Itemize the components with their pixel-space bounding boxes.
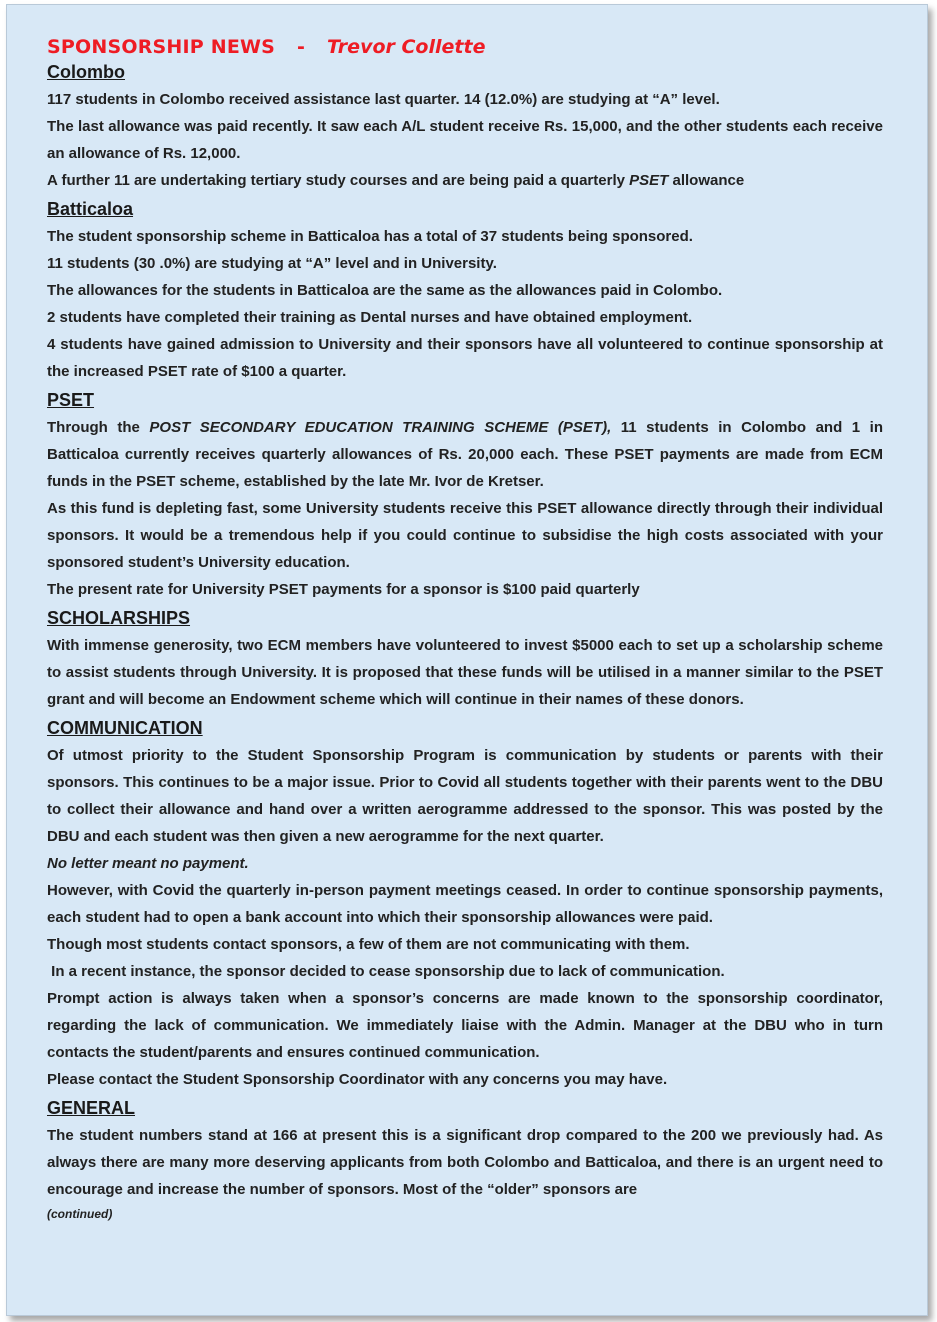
section-batticaloa — [47, 197, 883, 385]
newsletter-page — [6, 4, 928, 1316]
paragraph: The allowances for the students in Batticaloa are the same as the allowances paid in Colombo. — [47, 282, 723, 299]
emphasis-text: No letter meant no payment. — [47, 855, 249, 872]
paragraph — [47, 850, 883, 877]
continued-note: (continued) — [47, 1207, 113, 1221]
paragraph: Of utmost priority to the Student Sponsorship Program is communication by students or parents with their sponsors. This continues to be a major issue. Prior to Covid all students together with their parents went to the DBU to collect their allowance and hand over a written aerogramme addressed to the sponsor. This was posted by the DBU and each student was then given a new aerogramme for the next quarter. — [47, 747, 883, 845]
section-heading-batticaloa: Batticaloa — [47, 199, 134, 219]
text-run: Through the — [47, 419, 150, 436]
paragraph: The present rate for University PSET payments for a sponsor is $100 paid quarterly — [47, 581, 640, 598]
section-heading-communication: COMMUNICATION — [47, 718, 203, 738]
emphasis-text: PSET — [629, 172, 669, 189]
paragraph: Though most students contact sponsors, a few of them are not communicating with them. — [47, 936, 690, 953]
section-heading-colombo: Colombo — [47, 62, 125, 82]
paragraph: In a recent instance, the sponsor decided to cease sponsorship due to lack of communication. — [47, 963, 725, 980]
paragraph: The last allowance was paid recently. It saw each A/L student receive Rs. 15,000, and the other students each receive an allowance of Rs. 12,000. — [47, 118, 883, 162]
emphasis-text: POST SECONDARY EDUCATION TRAINING SCHEME (PSET), — [149, 419, 612, 436]
section-general — [47, 1096, 883, 1225]
paragraph — [47, 414, 883, 495]
paragraph: 2 students have completed their training as Dental nurses and have obtained employment. — [47, 309, 693, 326]
section-pset — [47, 388, 883, 603]
paragraph — [47, 167, 883, 194]
text-run: 11 students in Colombo and 1 in Batticaloa currently receives quarterly allowances of Rs. 20,000 each. These PSET payments are made from ECM funds in the PSET scheme, established by the late Mr. Ivor de Kretser. — [47, 419, 883, 490]
section-communication — [47, 716, 883, 1093]
section-heading-general: GENERAL — [47, 1098, 136, 1118]
newsletter-content — [47, 35, 883, 1225]
paragraph: 4 students have gained admission to University and their sponsors have all volunteered to continue sponsorship at the increased PSET rate of $100 a quarter. — [47, 336, 883, 380]
section-scholarships — [47, 606, 883, 713]
masthead-author: Trevor Collette — [326, 36, 486, 58]
masthead-title: SPONSORSHIP NEWS — [47, 36, 276, 58]
paragraph: Please contact the Student Sponsorship Coordinator with any concerns you may have. — [47, 1071, 668, 1088]
paragraph: Prompt action is always taken when a sponsor’s concerns are made known to the sponsorship coordinator, regarding the lack of communication. We immediately liaise with the Admin. Manager at the DBU who in turn contacts the student/parents and ensures continued communication. — [47, 990, 883, 1061]
text-run: allowance — [668, 172, 745, 189]
section-colombo — [47, 60, 883, 194]
paragraph: The student sponsorship scheme in Batticaloa has a total of 37 students being sponsored. — [47, 228, 693, 245]
paragraph: The student numbers stand at 166 at present this is a significant drop compared to the 200 we previously had. As always there are many more deserving applicants from both Colombo and Batticaloa, and there is an urgent need to encourage and increase the number of sponsors. Most of the “older” sponsors are — [47, 1127, 883, 1198]
paragraph: 117 students in Colombo received assistance last quarter. 14 (12.0%) are studying at “A” level. — [47, 91, 720, 108]
paragraph: However, with Covid the quarterly in-person payment meetings ceased. In order to continue sponsorship payments, each student had to open a bank account into which their sponsorship allowances were paid. — [47, 882, 883, 926]
section-heading-scholarships: SCHOLARSHIPS — [47, 608, 191, 628]
masthead — [47, 35, 883, 59]
text-run: A further 11 are undertaking tertiary study courses and are being paid a quarterly — [47, 172, 630, 189]
paragraph: With immense generosity, two ECM members have volunteered to invest $5000 each to set up a scholarship scheme to assist students through University. It is proposed that these funds will be utilised in a manner similar to the PSET grant and will become an Endowment scheme which will continue in their names of these donors. — [47, 637, 883, 708]
paragraph: 11 students (30 .0%) are studying at “A” level and in University. — [47, 255, 497, 272]
masthead-dash: - — [297, 36, 305, 58]
section-heading-pset: PSET — [47, 390, 95, 410]
paragraph: As this fund is depleting fast, some University students receive this PSET allowance directly through their individual sponsors. It would be a tremendous help if you could continue to subsidise the high costs associated with your sponsored student’s University education. — [47, 500, 883, 571]
